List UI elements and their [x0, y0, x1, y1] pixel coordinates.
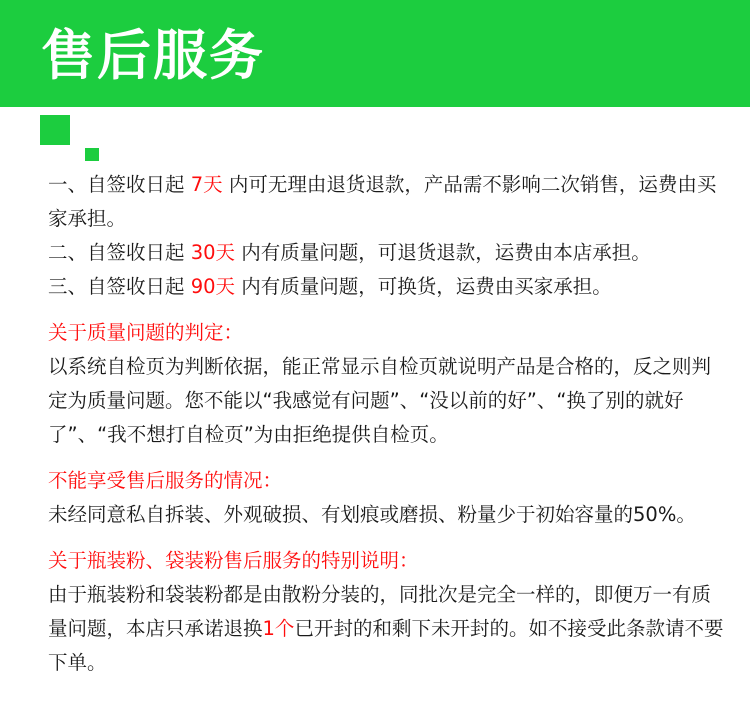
decor-square-large	[40, 115, 70, 145]
policy-line-2	[48, 236, 724, 270]
policy-line-1-days: 7天	[190, 173, 223, 196]
policy-line-2-text: 内有质量问题，可退货退款，运费由本店承担。	[235, 241, 651, 264]
quality-body: 以系统自检页为判断依据，能正常显示自检页就说明产品是合格的，反之则判定为质量问题。您不能以“我感觉有问题”、“没以前的好”、“换了别的就好了”、“我不想打自检页”为由拒绝提供自检页。	[48, 355, 712, 446]
special-body-count: 1个	[262, 617, 295, 640]
policy-content	[48, 168, 724, 680]
special-body-end: 已开封的和剩下未开封的。如不接受此条款请不要下单。	[48, 617, 724, 674]
quality-heading: 关于质量问题的判定：	[48, 321, 244, 344]
policy-line-2-days: 30天	[190, 241, 236, 264]
special-heading: 关于瓶装粉、袋装粉售后服务的特别说明：	[48, 549, 419, 572]
policy-line-3	[48, 270, 724, 304]
excluded-heading: 不能享受售后服务的情况：	[48, 469, 283, 492]
decor-square-small	[85, 148, 99, 161]
policy-line-1	[48, 168, 724, 236]
policy-line-1-prefix: 一、自签收日起	[48, 173, 191, 196]
special-body-start: 由于瓶装粉和袋装粉都是由散粉分装的，同批次是完全一样的，即便万一有质量问题，本店只承诺退换	[48, 583, 712, 640]
policy-line-2-prefix: 二、自签收日起	[48, 241, 191, 264]
special-body	[48, 578, 724, 680]
header-banner	[0, 0, 750, 107]
policy-line-3-prefix: 三、自签收日起	[48, 275, 191, 298]
page-title: 售后服务	[41, 24, 265, 87]
policy-line-1-text: 内可无理由退货退款，产品需不影响二次销售，运费由买家承担。	[48, 173, 717, 230]
policy-line-3-days: 90天	[190, 275, 236, 298]
excluded-body: 未经同意私自拆装、外观破损、有划痕或磨损、粉量少于初始容量的50%。	[48, 503, 696, 526]
policy-line-3-text: 内有质量问题，可换货，运费由买家承担。	[235, 275, 612, 298]
